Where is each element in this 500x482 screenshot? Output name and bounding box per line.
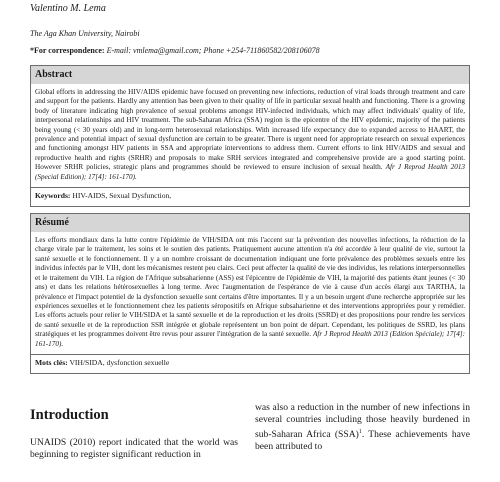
keywords-label: Keywords: xyxy=(35,191,71,201)
resume-text: Les efforts mondiaux dans la lutte contre l'épidémie de VIH/SIDA ont mis l'accent sur la prévention des nouvelles infections, la réduction de la charge virale par le traitement, les soins et le soutien des patients. Pratiquement aucune attention n'a été accordée à leur qualité de vie, surtout la santé sexuelle et le fonctionnement. Il y a un nombre croissant de documentation indiquant une forte prévalence des problèmes sexuels entre les individus infectés par le VIH, dont les mécanismes restent peu clairs. Ceci peut affecter la qualité de vie des individus, les relations interpersonnelles et le traitement du VIH. La région de l'Afrique subsaharienne (ASS) est l'épicentre de l'épidémie de VIH, la majorité des patients étant jeunes (< 30 ans) et dans les relations hétérosexuelles à long terme. Avec l'augmentation de l'espérance de vie à cause d'un accès élargi aux TARTHA, la prévalence et l'impact potentiel de la dysfonction sexuelle sont certains d'être importantes. Il y a un besoin urgent d'une recherche appropriée sur les expériences sexuelles et le fonctionnement chez les patients séropositifs en Afrique subsaharienne et des interventions appropriées pour y remédier. Les efforts actuels pour relier le VIH/SIDA et la santé sexuelle et de la reproduction et les droits (SSRD) et des propositions pour rendre les services de santé sexuelle et de la reproduction SSR intégrée et globale représentent un bon point de départ. Cependant, les politiques de SSRD, les plans stratégiques et les programmes doivent être revus pour assurer l'intégration de la santé sexuelle. xyxy=(35,236,465,339)
abstract-heading: Abstract xyxy=(31,66,469,84)
resume-keywords xyxy=(31,355,469,373)
abstract-text: Global efforts in addressing the HIV/AIDS epidemic have focused on preventing new infections, reduction of viral loads through treatment and care and support for the patients. Hardly any attention has been given to their quality of life in particular sexual health and functioning. There is a growing body of literature indicating high prevalence of sexual problems amongst HIV-infected individuals, which may affect individuals' quality of life, interpersonal relationships and HIV treatment. The sub-Saharan Africa (SSA) region is the epicentre of the HIV epidemic, majority of the patients being young (< 30 years old) and in long-term heterosexual relationships. With increased life expectancy due to expanded access to HAART, the prevalence and potential impact of sexual dysfunction are certain to be greater. There is urgent need for appropriate research on sexual experiences and functioning amongst HIV patients in SSA and appropriate interventions to address them. Current efforts to link HIV/AIDS and sexual and reproductive health and rights (SRHR) and proposals to make SRH services integrated and comprehensive provide are a good starting point. However SRHR policies, strategic plans and programmes should be reviewed to ensure inclusion of sexual health. xyxy=(35,88,465,172)
author-affiliation: The Aga Khan University, Nairobi xyxy=(30,29,140,38)
citation-superscript: 1 xyxy=(358,429,362,435)
introduction-paragraph: UNAIDS (2010) report indicated that the world was beginning to register significant reduction in xyxy=(30,437,238,460)
abstract-body xyxy=(31,84,469,187)
left-column xyxy=(30,402,238,461)
mots-cles-text: VIH/SIDA, dysfonction sexuelle xyxy=(69,357,170,367)
keywords-text: HIV-AIDS, Sexual Dysfunction, xyxy=(72,191,172,201)
author-name: Valentino M. Lema xyxy=(30,3,106,14)
right-text-part-b: . These achievements have been attributed to xyxy=(255,429,470,453)
resume-heading: Résumé xyxy=(31,214,469,232)
right-column xyxy=(255,402,470,453)
resume-body xyxy=(31,232,469,354)
article-page xyxy=(30,0,470,374)
correspondence-label: *For correspondence: xyxy=(30,46,105,55)
mots-cles-label: Mots clés: xyxy=(35,357,68,367)
right-text-part-a: was also a reduction in the number of new infections in several countries including those heavily burdened in sub-Saharan Africa (SSA) xyxy=(255,402,470,441)
abstract-keywords xyxy=(31,188,469,206)
resume-box xyxy=(30,213,470,374)
abstract-citation: Afr J Reprod Health 2013 (Special Edition); 17[4]: 161-170). xyxy=(35,163,466,181)
right-column-paragraph xyxy=(255,402,470,453)
correspondence-details: E-mail: vmlema@gmail.com; Phone +254-711860582/208106078 xyxy=(106,46,320,55)
correspondence-line xyxy=(30,46,470,56)
abstract-box xyxy=(30,65,470,207)
resume-citation: Afr J Reprod Health 2013 (Edition Spéciale); 17[4]: 161-170). xyxy=(35,330,465,348)
introduction-heading: Introduction xyxy=(30,407,109,423)
body-columns xyxy=(30,402,470,482)
